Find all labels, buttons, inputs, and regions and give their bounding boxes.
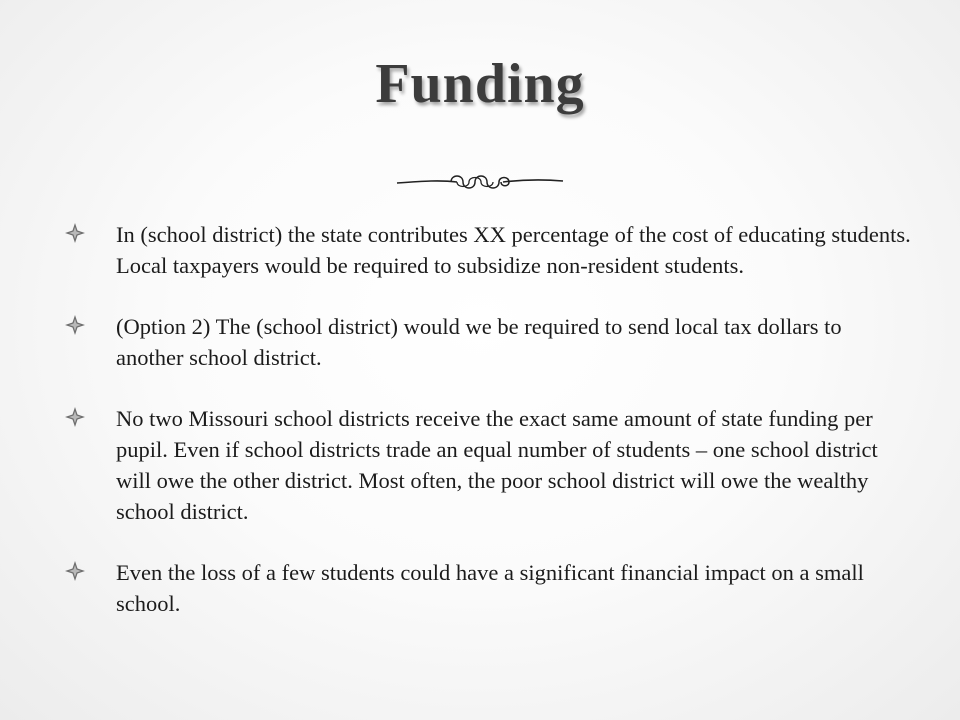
list-item — [64, 557, 914, 619]
four-petal-diamond-icon — [64, 222, 86, 244]
bullet-list — [64, 219, 914, 619]
bullet-text: In (school district) the state contributes XX percentage of the cost of educating students. Local taxpayers would be required to subsidize non-resident students. — [116, 222, 911, 278]
list-item — [64, 219, 914, 281]
bullet-text: Even the loss of a few students could have a significant financial impact on a small school. — [116, 560, 864, 616]
four-petal-diamond-icon — [64, 314, 86, 336]
list-item — [64, 403, 914, 527]
list-item — [64, 311, 914, 373]
four-petal-diamond-icon — [64, 406, 86, 428]
slide-title: Funding — [375, 53, 585, 115]
flourish-divider-icon — [395, 168, 565, 196]
bullet-text: (Option 2) The (school district) would we be required to send local tax dollars to another school district. — [116, 314, 842, 370]
four-petal-diamond-icon — [64, 560, 86, 582]
bullet-text: No two Missouri school districts receive the exact same amount of state funding per pupil. Even if school districts trade an equal number of students – one school district will owe the other district. Most often, the poor school district will owe the wealthy school district. — [116, 406, 878, 524]
